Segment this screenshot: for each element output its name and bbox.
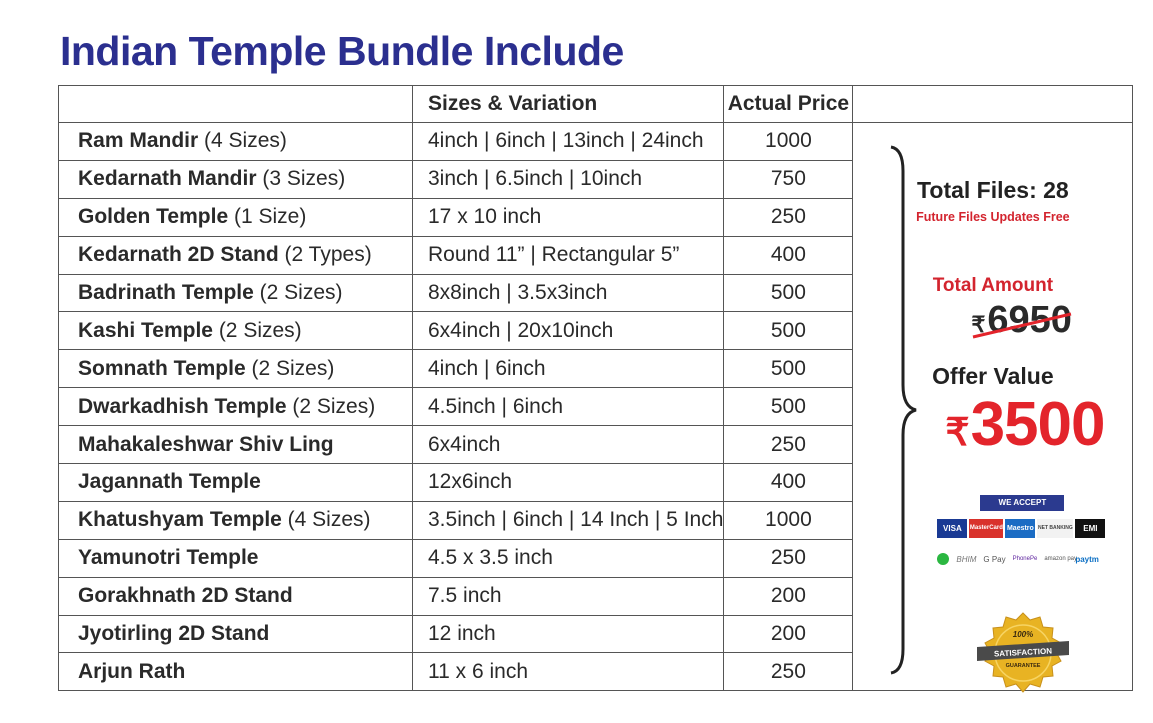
temple-quantity: (4 Sizes) xyxy=(198,129,287,153)
temple-name-cell xyxy=(59,312,413,350)
sizes-cell: 3inch | 6.5inch | 10inch xyxy=(413,160,724,198)
temple-name-cell xyxy=(59,236,413,274)
temple-quantity: (2 Types) xyxy=(278,243,372,267)
net-banking-icon: NET BANKING xyxy=(1037,519,1073,538)
price-cell: 500 xyxy=(724,312,853,350)
maestro-icon: Maestro xyxy=(1005,519,1035,538)
sizes-cell: 4inch | 6inch | 13inch | 24inch xyxy=(413,123,724,161)
sizes-cell: 4.5inch | 6inch xyxy=(413,388,724,426)
sizes-cell: 3.5inch | 6inch | 14 Inch | 5 Inch xyxy=(413,501,724,539)
temple-name: Ram Mandir xyxy=(78,129,199,153)
phonepe-icon: PhonePe xyxy=(1012,556,1038,562)
sizes-cell: 12 inch xyxy=(413,615,724,653)
badge-sub: GUARANTEE xyxy=(1005,663,1041,669)
sizes-cell: 8x8inch | 3.5x3inch xyxy=(413,274,724,312)
temple-name-cell xyxy=(59,653,413,691)
original-price-value: 6950 xyxy=(987,299,1072,341)
price-cell: 250 xyxy=(724,426,853,464)
temple-name-cell xyxy=(59,160,413,198)
temple-name: Kashi Temple xyxy=(78,318,213,342)
temple-name-cell xyxy=(59,350,413,388)
temple-name: Dwarkadhish Temple xyxy=(78,394,287,418)
sizes-cell: 7.5 inch xyxy=(413,577,724,615)
price-cell: 400 xyxy=(724,464,853,502)
temple-name: Kedarnath Mandir xyxy=(78,167,257,191)
total-files: Total Files: 28 xyxy=(917,177,1069,203)
temple-name-cell xyxy=(59,274,413,312)
sizes-cell: 6x4inch | 20x10inch xyxy=(413,312,724,350)
summary-cell xyxy=(853,123,1133,691)
temple-name: Arjun Rath xyxy=(78,659,186,683)
strikethrough-line xyxy=(971,308,1075,340)
sizes-cell: Round 11” | Rectangular 5” xyxy=(413,236,724,274)
header-name xyxy=(59,86,413,123)
payment-methods xyxy=(937,495,1109,607)
table-header-row xyxy=(59,86,1133,123)
offer-price xyxy=(945,389,1104,460)
future-updates-note: Future Files Updates Free xyxy=(916,210,1070,224)
temple-name: Jyotirling 2D Stand xyxy=(78,622,270,646)
price-cell: 200 xyxy=(724,615,853,653)
temple-quantity: (1 Size) xyxy=(228,205,307,229)
paytm-icon: paytm xyxy=(1075,554,1099,564)
price-cell: 200 xyxy=(724,577,853,615)
badge-percent: 100% xyxy=(1013,630,1034,639)
temple-name-cell xyxy=(59,501,413,539)
we-accept-banner: WE ACCEPT xyxy=(980,495,1064,511)
sizes-cell: 12x6inch xyxy=(413,464,724,502)
temple-name: Yamunotri Temple xyxy=(78,546,259,570)
rupee-symbol: ₹ xyxy=(945,412,969,454)
temple-name: Khatushyam Temple xyxy=(78,508,282,532)
temple-quantity: (2 Sizes) xyxy=(286,394,376,418)
temple-name-cell xyxy=(59,388,413,426)
temple-name: Badrinath Temple xyxy=(78,281,254,304)
rupee-symbol: ₹ xyxy=(971,312,986,337)
upi-logos xyxy=(937,553,1099,565)
curly-brace-icon xyxy=(889,145,919,675)
table-row xyxy=(59,123,1133,161)
sizes-cell: 17 x 10 inch xyxy=(413,198,724,236)
temple-name: Mahakaleshwar Shiv Ling xyxy=(78,432,334,456)
satisfaction-guarantee-badge xyxy=(975,611,1071,695)
price-cell: 1000 xyxy=(724,123,853,161)
page-title: Indian Temple Bundle Include xyxy=(60,28,624,74)
total-amount-label: Total Amount xyxy=(932,275,1054,296)
whatsapp-icon xyxy=(937,553,949,565)
price-cell: 750 xyxy=(724,160,853,198)
temple-name-cell xyxy=(59,198,413,236)
price-cell: 500 xyxy=(724,274,853,312)
temple-name: Gorakhnath 2D Stand xyxy=(78,584,293,608)
header-side xyxy=(853,86,1133,123)
emi-icon: EMI xyxy=(1075,519,1105,538)
offer-label: Offer Value xyxy=(932,363,1054,389)
price-cell: 250 xyxy=(724,539,853,577)
temple-name-cell xyxy=(59,615,413,653)
temple-quantity: (2 Sizes) xyxy=(253,281,343,304)
mastercard-icon: MasterCard xyxy=(969,519,1003,538)
gpay-icon: G Pay xyxy=(983,554,1006,564)
sizes-cell: 4.5 x 3.5 inch xyxy=(413,539,724,577)
price-cell: 400 xyxy=(724,236,853,274)
price-cell: 250 xyxy=(724,198,853,236)
temple-name-cell xyxy=(59,464,413,502)
price-cell: 500 xyxy=(724,388,853,426)
temple-quantity: (3 Sizes) xyxy=(256,167,346,191)
header-price: Actual Price xyxy=(724,86,853,123)
temple-quantity: (4 Sizes) xyxy=(281,508,371,532)
temple-name: Somnath Temple xyxy=(78,356,246,380)
header-sizes: Sizes & Variation xyxy=(413,86,724,123)
temple-name-cell xyxy=(59,577,413,615)
sizes-cell: 11 x 6 inch xyxy=(413,653,724,691)
temple-name: Golden Temple xyxy=(78,205,229,229)
temple-name-cell xyxy=(59,123,413,161)
bhim-icon: BHIM xyxy=(956,554,977,564)
temple-name: Jagannath Temple xyxy=(78,470,261,494)
price-cell: 500 xyxy=(724,350,853,388)
price-cell: 250 xyxy=(724,653,853,691)
bundle-table xyxy=(58,85,1133,691)
sizes-cell: 4inch | 6inch xyxy=(413,350,724,388)
amazon-pay-icon: amazon pay xyxy=(1044,555,1078,562)
card-logos xyxy=(937,519,1105,538)
badge-text: SATISFACTION xyxy=(994,646,1053,659)
temple-name-cell xyxy=(59,539,413,577)
temple-quantity: (2 Sizes) xyxy=(245,356,335,380)
temple-quantity: (2 Sizes) xyxy=(212,318,302,342)
temple-name-cell xyxy=(59,426,413,464)
sizes-cell: 6x4inch xyxy=(413,426,724,464)
offer-price-value: 3500 xyxy=(970,390,1105,459)
visa-icon: VISA xyxy=(937,519,967,538)
price-cell: 1000 xyxy=(724,501,853,539)
temple-name: Kedarnath 2D Stand xyxy=(78,243,279,267)
summary-panel xyxy=(853,123,1132,693)
